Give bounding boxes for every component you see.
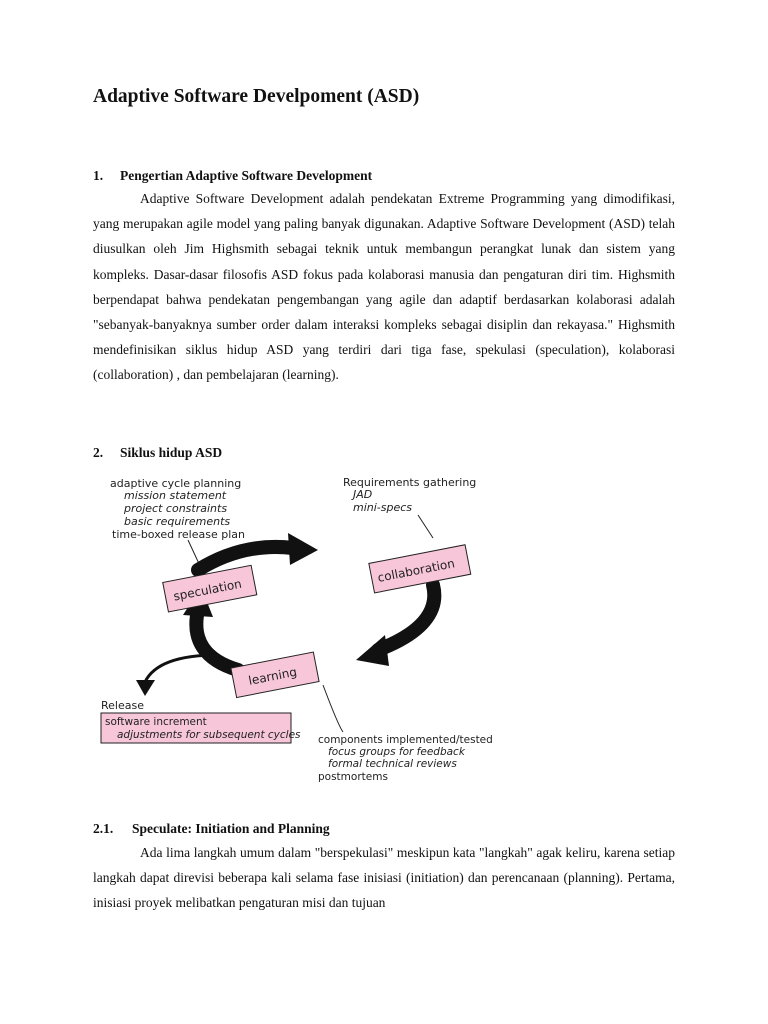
components-item: formal technical reviews: [328, 758, 457, 770]
cycle-arrow-right: [378, 585, 434, 650]
section-1-heading: [93, 168, 372, 184]
components-item: focus groups for feedback: [328, 746, 465, 758]
speculation-box: [163, 565, 257, 612]
release-item: software increment: [105, 716, 207, 728]
section-2-title: Siklus hidup ASD: [120, 445, 223, 460]
section-2-1-paragraph: Ada lima langkah umum dalam "berspekulasi" meskipun kata "langkah" agak keliru, karena setiap langkah dapat direvisi beberapa kali selama fase inisiasi (initiation) dan perencanaan (planning). Pertama, inisiasi proyek melibatkan pengaturan misi dan tujuan: [93, 845, 675, 911]
release-item: adjustments for subsequent cycles: [117, 729, 301, 741]
planning-title: adaptive cycle planning: [110, 477, 242, 490]
section-2-1-number: 2.1.: [93, 821, 114, 836]
planning-item: mission statement: [124, 489, 227, 502]
collaboration-label: collaboration: [376, 556, 456, 585]
arrowhead-icon: [288, 533, 318, 565]
requirements-item: JAD: [353, 488, 373, 501]
planning-item: project constraints: [124, 502, 228, 515]
learning-box: [231, 652, 319, 697]
arrowhead-icon: [356, 635, 389, 666]
requirements-item: mini-specs: [353, 501, 413, 514]
components-pointer-line: [323, 685, 343, 732]
section-2-1-title: Speculate: Initiation and Planning: [132, 821, 330, 836]
document-title: Adaptive Software Develpoment (ASD): [93, 86, 420, 107]
section-2-heading: [93, 445, 222, 461]
components-title: components implemented/tested: [318, 734, 493, 746]
cycle-arrow-left: [196, 610, 238, 670]
section-2-1-heading: [93, 821, 330, 837]
planning-item: basic requirements: [124, 515, 231, 528]
section-1-title: Pengertian Adaptive Software Development: [120, 168, 373, 183]
asd-cycle-diagram: [93, 470, 503, 790]
components-last: postmortems: [318, 771, 388, 783]
section-2-number: 2.: [93, 445, 104, 460]
speculation-label: speculation: [172, 576, 243, 604]
section-1-paragraph: Adaptive Software Development adalah pendekatan Extreme Programming yang dimodifikasi, yang merupakan agile model yang paling banyak digunakan. Adaptive Software Development (ASD) telah diusulkan oleh Jim Highsmith sebagai teknik untuk membangun perangkat lunak dan sistem yang kompleks. Dasar-dasar filosofis ASD fokus pada kolaborasi manusia dan pengaturan diri tim. Highsmith berpendapat bahwa pendekatan pengembangan yang agile dan adaptif berdasarkan kolaborasi adalah "sebanyak-banyaknya sumber order dalam interaksi kompleks sebagai disiplin dan rekayasa." Highsmith mendefinisikan siklus hidup ASD yang terdiri dari tiga fase, spekulasi (speculation), kolaborasi (collaboration) , dan pembelajaran (learning).: [93, 191, 675, 383]
release-title: Release: [101, 699, 144, 712]
requirements-title: Requirements gathering: [343, 476, 477, 489]
planning-last: time-boxed release plan: [112, 528, 245, 541]
section-1-number: 1.: [93, 168, 104, 183]
collaboration-box: [369, 545, 471, 593]
arrowhead-icon: [136, 680, 155, 696]
requirements-pointer-line: [418, 515, 433, 538]
learning-label: learning: [247, 664, 299, 688]
